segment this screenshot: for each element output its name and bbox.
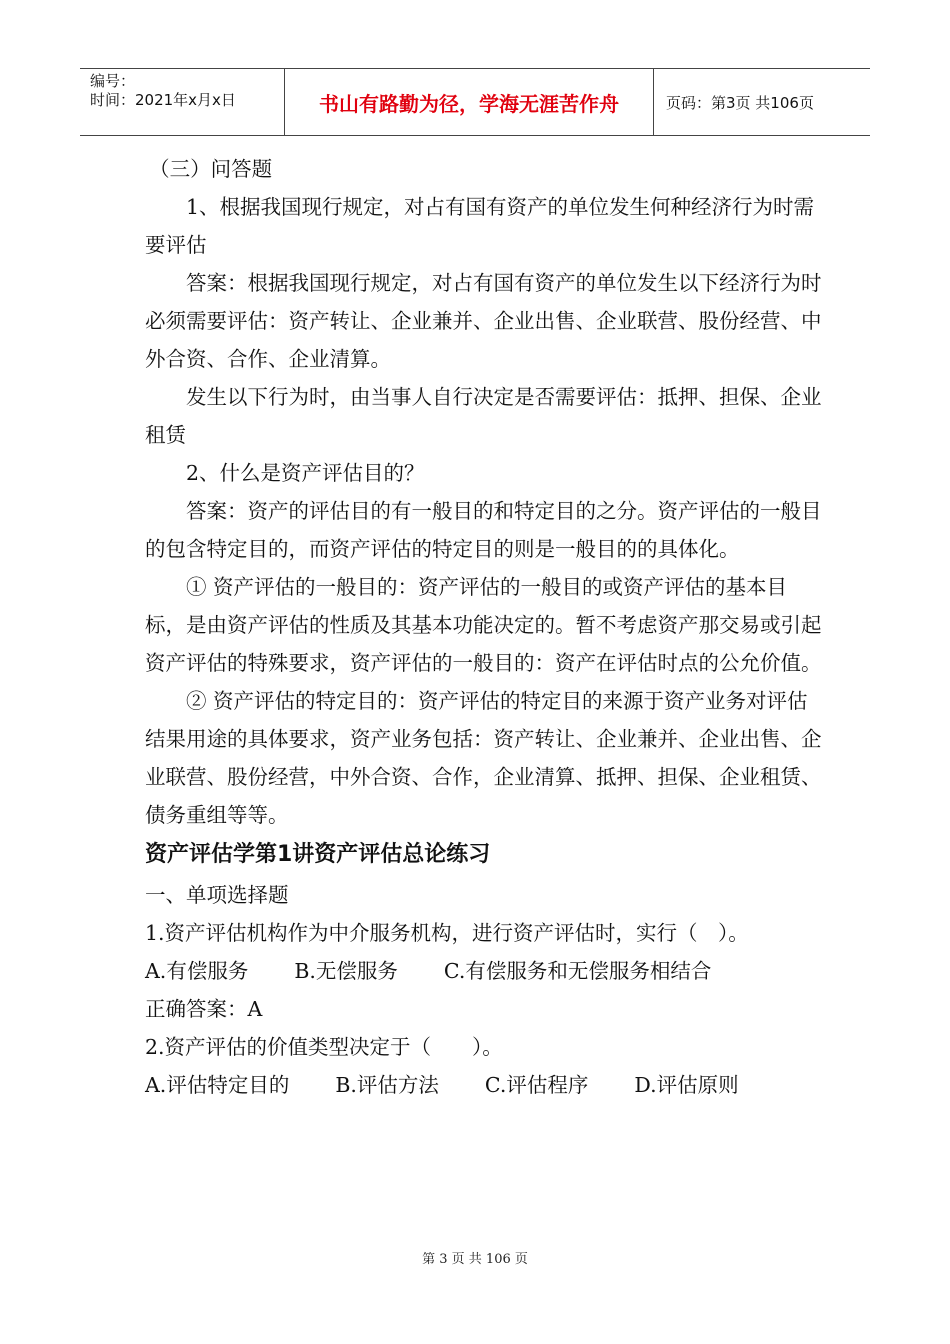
answer-2-paragraph-2: ① 资产评估的一般目的：资产评估的一般目的或资产评估的基本目标，是由资产评估的性质及其基本功能决定的。暂不考虑资产那交易或引起资产评估的特殊要求，资产评估的一般目的：资产在评估时点的公允价值。: [145, 575, 822, 675]
mcq-2-question: 2.资产评估的价值类型决定于（ ）。: [145, 1035, 503, 1059]
document-body: [145, 150, 825, 1104]
chapter-title: 资产评估学第1讲资产评估总论练习: [145, 842, 491, 867]
mcq-1-option-a: A.有偿服务: [145, 959, 249, 983]
mcq-2-option-c: C.评估程序: [484, 1073, 589, 1097]
page-header: [80, 68, 870, 136]
page-footer: 第 3 页 共 106 页: [422, 1252, 528, 1267]
subsection-title: 一、单项选择题: [145, 883, 289, 907]
mcq-2-option-d: D.评估原则: [634, 1073, 739, 1097]
mcq-1-question: 1.资产评估机构作为中介服务机构，进行资产评估时，实行（ ）。: [145, 921, 749, 945]
header-motto: 书山有路勤为径，学海无涯苦作舟: [284, 69, 654, 135]
mcq-2-options: [145, 1066, 825, 1104]
document-number-label: 编号：: [90, 72, 136, 90]
answer-2-paragraph-1: 答案：资产的评估目的有一般目的和特定目的之分。资产评估的一般目的包含特定目的，而资产评估的特定目的则是一般目的的具体化。: [145, 499, 822, 561]
mcq-1-options: [145, 952, 825, 990]
answer-1-paragraph-2: 发生以下行为时，由当事人自行决定是否需要评估：抵押、担保、企业租赁: [145, 385, 822, 447]
answer-2-paragraph-3: ② 资产评估的特定目的：资产评估的特定目的来源于资产业务对评估结果用途的具体要求，资产业务包括：资产转让、企业兼并、企业出售、企业联营、股份经营，中外合资、合作，企业清算、抵押、担保、企业租赁、债务重组等等。: [145, 689, 822, 827]
mcq-1-option-b: B.无偿服务: [294, 959, 398, 983]
question-2: 2、什么是资产评估目的？: [186, 461, 425, 485]
mcq-2-option-b: B.评估方法: [335, 1073, 439, 1097]
header-meta: [80, 69, 284, 135]
header-page-info: 页码：第3页 共106页: [666, 93, 814, 112]
section-title: （三）问答题: [149, 157, 273, 181]
document-date: 时间：2021年x月x日: [90, 91, 236, 109]
answer-1-paragraph-1: 答案：根据我国现行规定，对占有国有资产的单位发生以下经济行为时必须需要评估：资产转让、企业兼并、企业出售、企业联营、股份经营、中外合资、合作、企业清算。: [145, 271, 822, 371]
mcq-1-answer: 正确答案：A: [145, 997, 263, 1021]
mcq-1-option-c: C.有偿服务和无偿服务相结合: [443, 959, 712, 983]
mcq-2-option-a: A.评估特定目的: [145, 1073, 290, 1097]
question-1: 1、根据我国现行规定，对占有国有资产的单位发生何种经济行为时需要评估: [145, 195, 815, 257]
